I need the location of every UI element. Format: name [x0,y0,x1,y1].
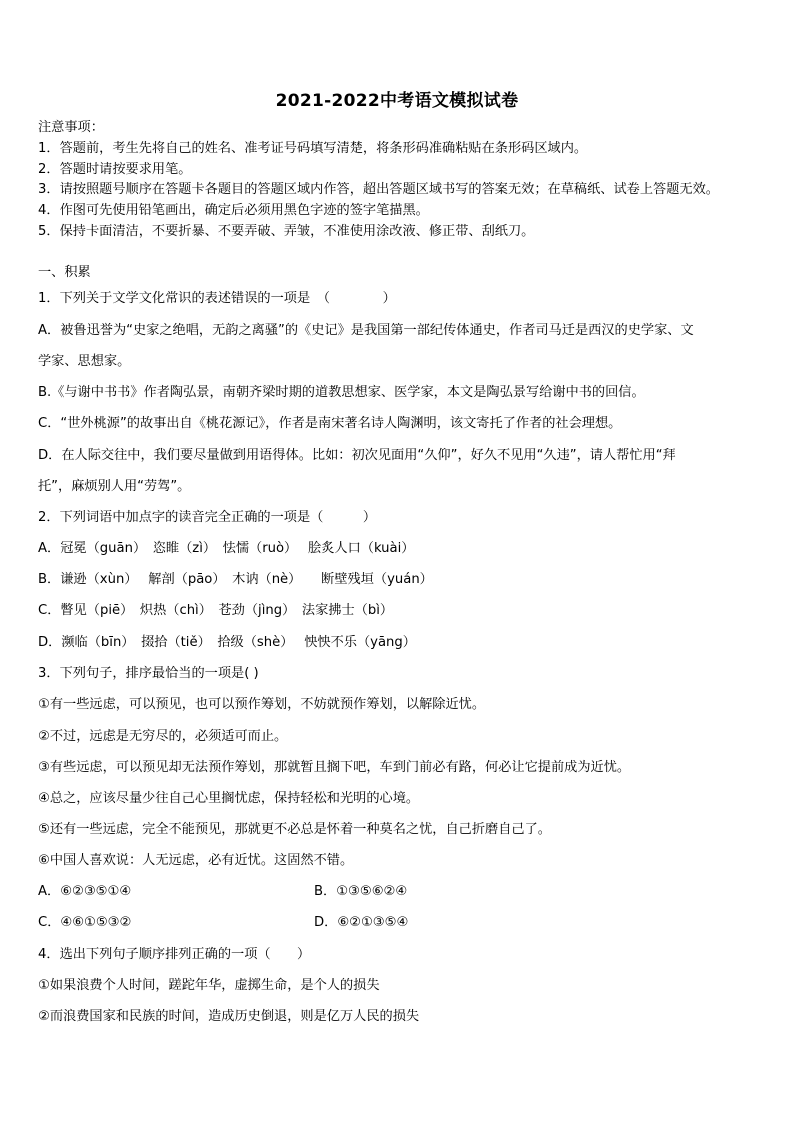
question-3-sentence-6: ⑥中国人喜欢说：人无远虑，必有近忧。这固然不错。 [38,853,354,868]
question-1-option-b: B.《与谢中书书》作者陶弘景，南朝齐梁时期的道教思想家、医学家，本文是陶弘景写给谢中书的回信。 [38,385,645,400]
question-3-option-c: C．④⑥①⑤③② [38,915,132,930]
notice-item-5: 5．保持卡面清洁，不要折暴、不要弄破、弄皱，不准使用涂改液、修正带、刮纸刀。 [38,224,535,239]
question-3-sentence-5: ⑤还有一些远虑，完全不能预见，那就更不必总是怀着一种莫名之忧，自己折磨自己了。 [38,822,551,837]
question-1-option-d-cont: 托”，麻烦别人用“劳驾”。 [38,479,191,494]
question-2-option-d: D．濒临（bīn） 掇拾（tiě） 拾级（shè） 怏怏不乐（yāng） [38,635,416,650]
page-title: 2021-2022中考语文模拟试卷 [275,91,519,111]
question-3-sentence-3: ③有些远虑，可以预见却无法预作筹划，那就暂且搁下吧，车到门前必有路，何必让它提前成为近忧。 [38,760,631,775]
notice-item-4: 4．作图可先使用铅笔画出，确定后必须用黑色字迹的签字笔描黑。 [38,203,429,218]
question-3-option-b: B．①③⑤⑥②④ [314,884,408,899]
question-3-sentence-2: ②不过，远虑是无穷尽的，必须适可而止。 [38,729,288,744]
notice-item-1: 1．答题前，考生先将自己的姓名、准考证号码填写清楚，将条形码准确粘贴在条形码区域内。 [38,141,588,156]
question-1-option-a-cont: 学家、思想家。 [38,354,131,369]
question-3-stem: 3．下列句子，排序最恰当的一项是( ) [38,666,259,681]
question-2-option-b: B．谦逊（xùn） 解剖（pāo） 木讷（nè） 断壁残垣（yuán） [38,572,433,587]
question-2-option-c: C．瞥见（piē） 炽热（chì） 苍劲（jìng） 法家拂士（bì） [38,603,394,618]
question-2-stem: 2．下列词语中加点字的读音完全正确的一项是（ ） [38,510,377,525]
question-2-option-a: A．冠冕（guān） 恣睢（zì） 怯懦（ruò） 脍炙人口（kuài） [38,541,415,556]
notice-heading: 注意事项： [38,120,104,135]
question-3-option-a: A．⑥②③⑤①④ [38,884,132,899]
notice-item-2: 2．答题时请按要求用笔。 [38,162,192,177]
question-4-stem: 4．选出下列句子顺序排列正确的一项（ ） [38,947,311,962]
question-1-option-a: A．被鲁迅誉为“史家之绝唱，无韵之离骚”的《史记》是我国第一部纪传体通史，作者司马迁是西汉的史学家、文 [38,323,694,338]
question-3-sentence-4: ④总之，应该尽量少往自己心里搁忧虑，保持轻松和光明的心境。 [38,791,420,806]
question-3-option-d: D．⑥②①③⑤④ [314,915,409,930]
question-4-sentence-2: ②而浪费国家和民族的时间，造成历史倒退，则是亿万人民的损失 [38,1009,420,1024]
question-4-sentence-1: ①如果浪费个人时间，蹉跎年华，虚掷生命，是个人的损失 [38,978,380,993]
question-1-option-c: C．“世外桃源”的故事出自《桃花源记》，作者是南宋著名诗人陶渊明，该文寄托了作者的社会理想。 [38,416,622,431]
notice-item-3: 3．请按照题号顺序在答题卡各题目的答题区域内作答，超出答题区域书写的答案无效；在草稿纸、试卷上答题无效。 [38,182,719,197]
question-1-option-d: D．在人际交往中，我们要尽量做到用语得体。比如：初次见面用“久仰”，好久不见用“久违”，请人帮忙用“拜 [38,448,676,463]
question-3-sentence-1: ①有一些远虑，可以预见，也可以预作筹划，不妨就预作筹划，以解除近忧。 [38,697,486,712]
question-1-stem: 1．下列关于文学文化常识的表述错误的一项是 （ ） [38,291,396,306]
section-heading: 一、积累 [38,265,91,280]
